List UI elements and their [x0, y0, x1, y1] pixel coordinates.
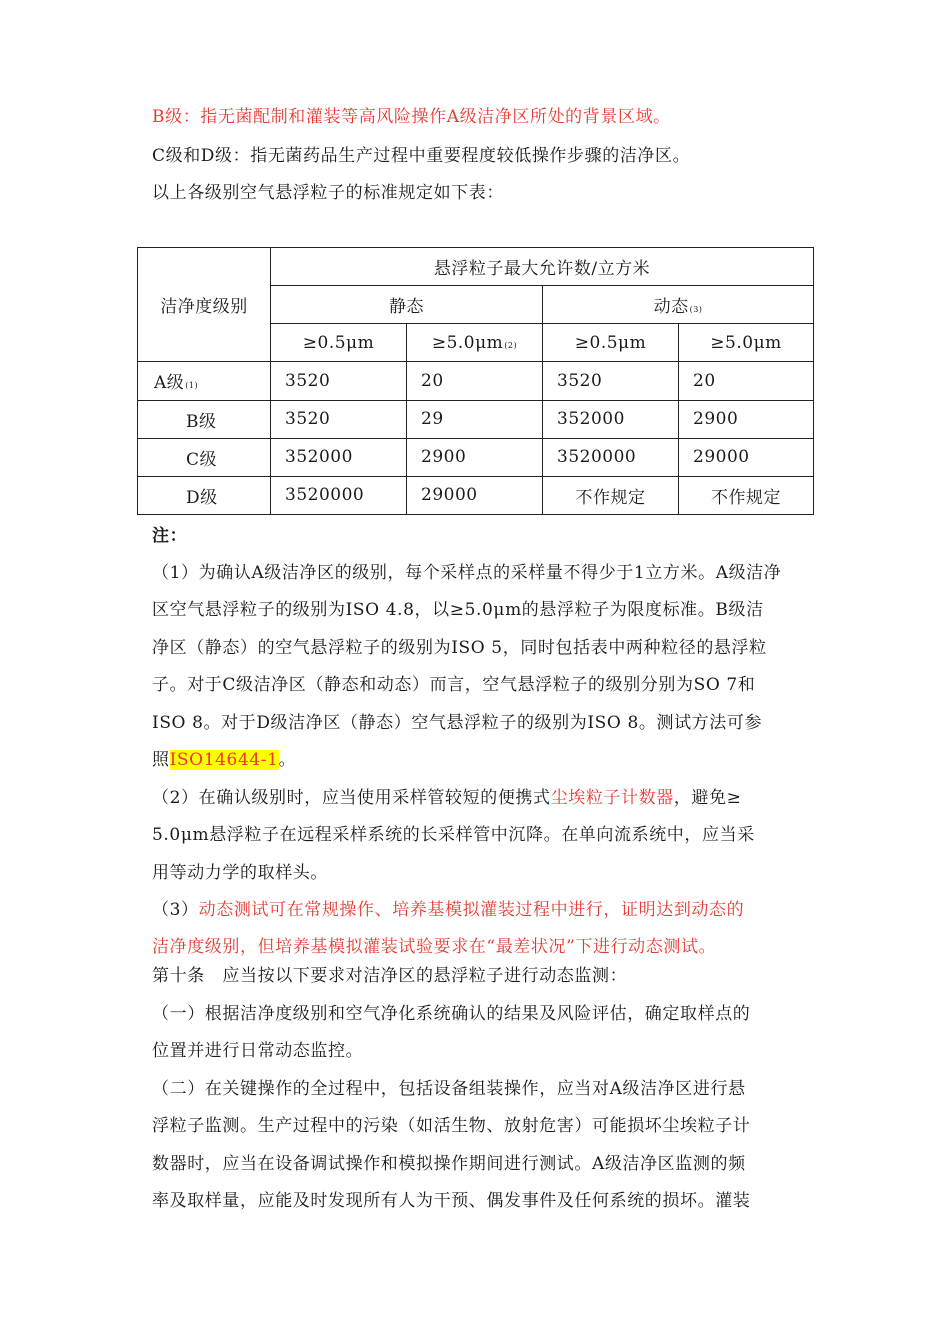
- note-2-prefix: （2）在确认级别时，应当使用采样管较短的便携式: [152, 788, 551, 808]
- value-cell: 2900: [679, 400, 814, 438]
- note-1-line: 区空气悬浮粒子的级别为ISO 4.8，以≥5.0μm的悬浮粒子为限度标准。B级洁: [152, 600, 764, 620]
- level-cell: C级: [138, 438, 271, 476]
- paragraph-grade-cd: C级和D级：指无菌药品生产过程中重要程度较低操作步骤的洁净区。: [152, 146, 691, 166]
- value-cell: 352000: [543, 400, 679, 438]
- note-2-suffix: ，避免≥: [673, 788, 742, 808]
- value-cell: 3520: [543, 362, 679, 400]
- footnote-marker-1: (1): [185, 381, 199, 391]
- level-cell: [138, 362, 271, 400]
- table-row: [138, 438, 814, 476]
- level-cell: B级: [138, 400, 271, 438]
- header-static-50: [407, 324, 543, 362]
- paragraph-table-intro: 以上各级别空气悬浮粒子的标准规定如下表：: [152, 183, 504, 203]
- value-cell: 3520: [271, 362, 407, 400]
- particle-standards-table: [137, 247, 814, 515]
- header-dynamic-50: ≥5.0μm: [679, 324, 814, 362]
- note-1-line: 子。对于C级洁净区（静态和动态）而言，空气悬浮粒子的级别分别为SO 7和: [152, 675, 756, 695]
- value-cell: 20: [679, 362, 814, 400]
- particle-counter-term: 尘埃粒子计数器: [550, 788, 674, 808]
- paragraph-grade-b: B级：指无菌配制和灌装等高风险操作A级洁净区所处的背景区域。: [152, 107, 671, 127]
- article-heading: 第十条 应当按以下要求对洁净区的悬浮粒子进行动态监测：: [152, 966, 628, 986]
- value-cell: 29000: [679, 438, 814, 476]
- article-item-1-line: （一）根据洁净度级别和空气净化系统确认的结果及风险评估，确定取样点的: [152, 1004, 751, 1024]
- table-row: [138, 362, 814, 400]
- note-3-prefix: （3）: [152, 900, 199, 920]
- article-item-2-line: 率及取样量，应能及时发现所有人为干预、偶发事件及任何系统的损坏。灌装: [152, 1191, 751, 1211]
- value-cell: 20: [407, 362, 543, 400]
- note-2-line: [152, 786, 741, 810]
- article-item-1-line: 位置并进行日常动态监控。: [152, 1041, 364, 1061]
- article-item-2-line: 数器时，应当在设备调试操作和模拟操作期间进行测试。A级洁净区监测的频: [152, 1154, 746, 1174]
- note-3-text: 动态测试可在常规操作、培养基模拟灌装过程中进行，证明达到动态的: [198, 900, 745, 920]
- value-cell: 不作规定: [543, 476, 679, 514]
- value-cell: 352000: [271, 438, 407, 476]
- value-cell: 3520000: [271, 476, 407, 514]
- table-header-row-1: [138, 248, 814, 286]
- table-row: [138, 400, 814, 438]
- article-item-2-line: （二）在关键操作的全过程中，包括设备组装操作，应当对A级洁净区进行悬: [152, 1079, 746, 1099]
- iso-standard-link[interactable]: ISO14644-1: [169, 750, 279, 770]
- note-1-last-line: [152, 748, 296, 772]
- table-row: [138, 476, 814, 514]
- header-static-05: ≥0.5μm: [271, 324, 407, 362]
- footnote-marker-2: (2): [504, 340, 518, 350]
- header-static: 静态: [271, 286, 543, 324]
- note-2-line: 5.0μm悬浮粒子在远程采样系统的长采样管中沉降。在单向流系统中，应当采: [152, 825, 755, 845]
- article-item-2-line: 浮粒子监测。生产过程中的污染（如活生物、放射危害）可能损坏尘埃粒子计: [152, 1116, 751, 1136]
- note-3-line: 洁净度级别，但培养基模拟灌装试验要求在“最差状况”下进行动态测试。: [152, 937, 717, 957]
- footnote-marker-3: (3): [689, 305, 703, 315]
- header-dynamic: [543, 286, 814, 324]
- header-dynamic-label: 动态: [653, 297, 689, 318]
- note-2-line: 用等动力学的取样头。: [152, 863, 328, 883]
- header-dynamic-05: ≥0.5μm: [543, 324, 679, 362]
- header-max-particles: 悬浮粒子最大允许数/立方米: [271, 248, 814, 286]
- note-1-line: ISO 8。对于D级洁净区（静态）空气悬浮粒子的级别为ISO 8。测试方法可参: [152, 713, 763, 733]
- value-cell: 不作规定: [679, 476, 814, 514]
- value-cell: 3520000: [543, 438, 679, 476]
- value-cell: 2900: [407, 438, 543, 476]
- note-1-prefix: 照: [152, 750, 170, 770]
- level-label: A级: [154, 373, 185, 394]
- notes-title: 注：: [152, 526, 188, 546]
- note-1-suffix: 。: [278, 750, 297, 770]
- note-1-line: （1）为确认A级洁净区的级别，每个采样点的采样量不得少于1立方米。A级洁净: [152, 563, 782, 583]
- value-cell: 29000: [407, 476, 543, 514]
- header-static-50-label: ≥5.0μm: [431, 332, 504, 353]
- note-3-line: [152, 898, 744, 922]
- header-cleanliness-level: 洁净度级别: [138, 248, 271, 362]
- note-1-line: 净区（静态）的空气悬浮粒子的级别为ISO 5，同时包括表中两种粒径的悬浮粒: [152, 638, 767, 658]
- value-cell: 3520: [271, 400, 407, 438]
- value-cell: 29: [407, 400, 543, 438]
- level-cell: D级: [138, 476, 271, 514]
